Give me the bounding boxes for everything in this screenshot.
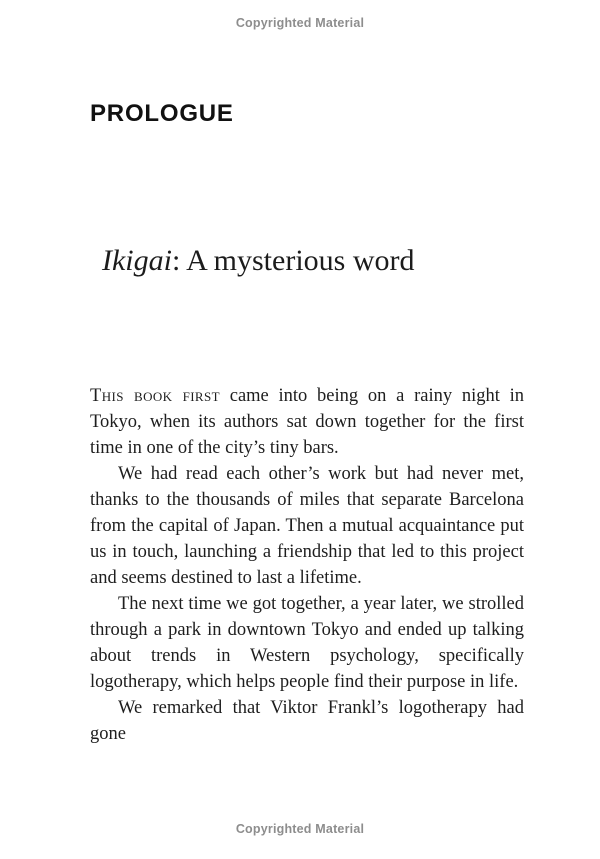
copyright-notice-bottom: Copyrighted Material (235, 822, 365, 836)
paragraph: The next time we got together, a year later, we strolled through a park in downtown Tokyo and ended up talking about trends in Western psychology, specifically logotherapy, which helps people find their purpose in life. (90, 594, 524, 692)
chapter-title-italic-word: Ikigai (102, 244, 172, 277)
lead-rest: came into being on a rainy night in Tokyo, when its authors sat down together for the first time in one of the city’s tiny bars. (90, 386, 525, 458)
chapter-title-rest: : A mysterious word (171, 244, 415, 277)
paragraph-lead (90, 383, 524, 461)
paragraph: We had read each other’s work but had never met, thanks to the thousands of miles that separate Barcelona from the capital of Japan. Then a mutual acquaintance put us in touch, launching a friendship that led to this project and seems destined to last a lifetime. (90, 464, 524, 588)
prologue-heading: PROLOGUE (90, 100, 234, 127)
paragraph: We remarked that Viktor Frankl’s logotherapy had gone (90, 698, 524, 744)
body-text-block (90, 383, 524, 747)
copyright-notice-top: Copyrighted Material (235, 16, 365, 30)
chapter-title (102, 244, 415, 278)
lead-smallcaps: This book first (90, 386, 220, 406)
